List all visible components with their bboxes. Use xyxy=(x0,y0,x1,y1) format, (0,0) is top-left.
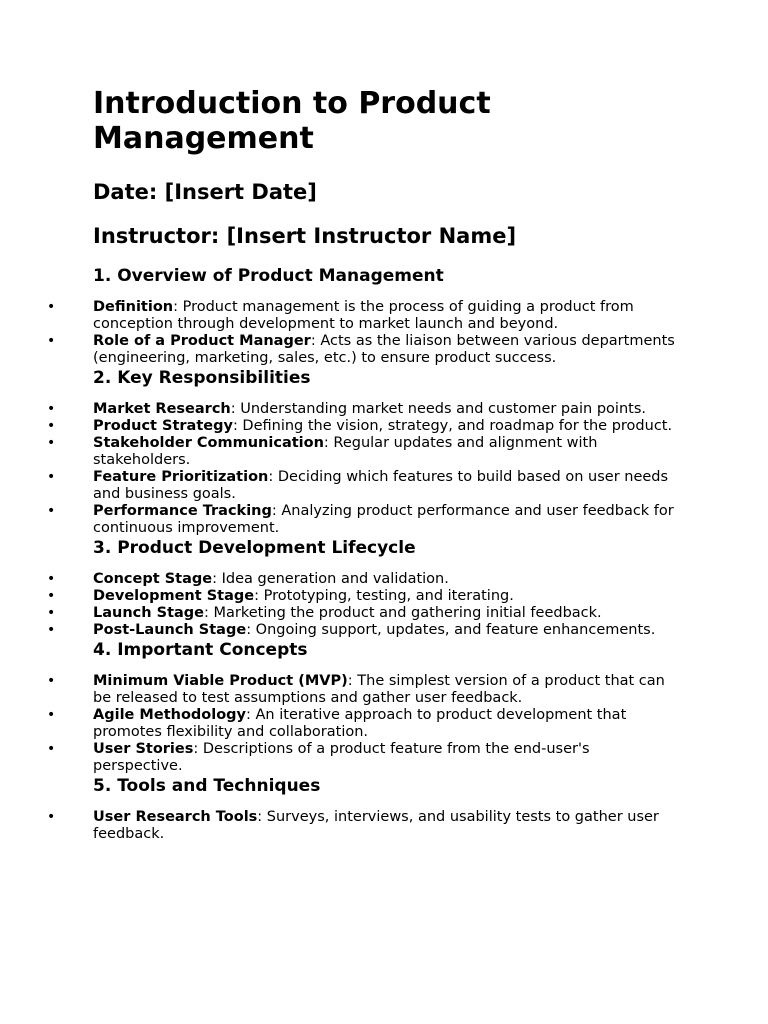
list-item xyxy=(47,622,683,639)
list-item xyxy=(47,333,683,367)
bullet-icon: • xyxy=(47,333,56,349)
item-description: : Regular updates and alignment with stakeholders. xyxy=(93,435,598,468)
list-item xyxy=(47,435,683,469)
bullet-icon: • xyxy=(47,401,56,417)
item-description: : Idea generation and validation. xyxy=(212,571,449,587)
item-description: : Prototyping, testing, and iterating. xyxy=(254,588,514,604)
item-term: Definition xyxy=(93,299,174,315)
item-term: User Stories xyxy=(93,741,194,757)
bullet-icon: • xyxy=(47,571,56,587)
section-heading: 4. Important Concepts xyxy=(93,640,308,660)
bullet-icon: • xyxy=(47,469,56,485)
section-3 xyxy=(47,537,768,639)
list-item xyxy=(47,469,683,503)
bullet-icon: • xyxy=(47,435,56,451)
bullet-icon: • xyxy=(47,418,56,434)
bullet-icon: • xyxy=(47,588,56,604)
section-heading: 5. Tools and Techniques xyxy=(93,776,321,796)
bullet-icon: • xyxy=(47,673,56,689)
item-description: : Marketing the product and gathering initial feedback. xyxy=(204,605,602,621)
section-1 xyxy=(47,265,768,367)
bullet-icon: • xyxy=(47,741,56,757)
item-description: : Understanding market needs and customer pain points. xyxy=(230,401,646,417)
item-term: Agile Methodology xyxy=(93,707,247,723)
list-item xyxy=(47,401,683,418)
item-description: : Surveys, interviews, and usability tests to gather user feedback. xyxy=(93,809,659,842)
bullet-list xyxy=(47,809,683,843)
section-heading: 1. Overview of Product Management xyxy=(93,266,444,286)
bullet-icon: • xyxy=(47,707,56,723)
item-term: Market Research xyxy=(93,401,231,417)
section-heading: 2. Key Responsibilities xyxy=(93,368,311,388)
item-term: Post-Launch Stage xyxy=(93,622,247,638)
document-title: Introduction to Product Management xyxy=(93,86,491,156)
section-2 xyxy=(47,367,768,537)
item-term: Product Strategy xyxy=(93,418,233,434)
item-term: Launch Stage xyxy=(93,605,205,621)
list-item xyxy=(47,503,683,537)
item-description: : Product management is the process of guiding a product from conception through development to market launch and beyond. xyxy=(93,299,634,332)
item-description: : Ongoing support, updates, and feature enhancements. xyxy=(246,622,656,638)
list-item xyxy=(47,571,683,588)
item-term: Feature Prioritization xyxy=(93,469,269,485)
item-description: : An iterative approach to product development that promotes flexibility and collaboration. xyxy=(93,707,627,740)
item-description: : Analyzing product performance and user feedback for continuous improvement. xyxy=(93,503,674,536)
list-item xyxy=(47,673,683,707)
bullet-icon: • xyxy=(47,605,56,621)
bullet-icon: • xyxy=(47,503,56,519)
list-item xyxy=(47,809,683,843)
section-heading: 3. Product Development Lifecycle xyxy=(93,538,416,558)
bullet-list xyxy=(47,571,683,639)
section-5 xyxy=(47,775,768,843)
list-item xyxy=(47,588,683,605)
date-line: Date: [Insert Date] xyxy=(93,180,317,204)
sections-container xyxy=(47,265,768,843)
bullet-icon: • xyxy=(47,622,56,638)
item-description: : Defining the vision, strategy, and roadmap for the product. xyxy=(232,418,673,434)
list-item xyxy=(47,707,683,741)
bullet-icon: • xyxy=(47,809,56,825)
item-term: Performance Tracking xyxy=(93,503,272,519)
item-term: Role of a Product Manager xyxy=(93,333,311,349)
item-description: : Descriptions of a product feature from the end-user's perspective. xyxy=(93,741,590,774)
item-term: Minimum Viable Product (MVP) xyxy=(93,673,348,689)
list-item xyxy=(47,605,683,622)
item-term: User Research Tools xyxy=(93,809,258,825)
list-item xyxy=(47,418,683,435)
item-description: : Deciding which features to build based on user needs and business goals. xyxy=(93,469,669,502)
bullet-list xyxy=(47,673,683,775)
item-description: : Acts as the liaison between various departments (engineering, marketing, sales, etc.) to ensure product success. xyxy=(93,333,675,366)
instructor-line: Instructor: [Insert Instructor Name] xyxy=(93,224,517,248)
bullet-list xyxy=(47,401,683,537)
item-term: Development Stage xyxy=(93,588,255,604)
item-term: Stakeholder Communication xyxy=(93,435,324,451)
bullet-icon: • xyxy=(47,299,56,315)
section-4 xyxy=(47,639,768,775)
list-item xyxy=(47,299,683,333)
list-item xyxy=(47,741,683,775)
item-term: Concept Stage xyxy=(93,571,213,587)
item-description: : The simplest version of a product that can be released to test assumptions and gather user feedback. xyxy=(93,673,665,706)
bullet-list xyxy=(47,299,683,367)
